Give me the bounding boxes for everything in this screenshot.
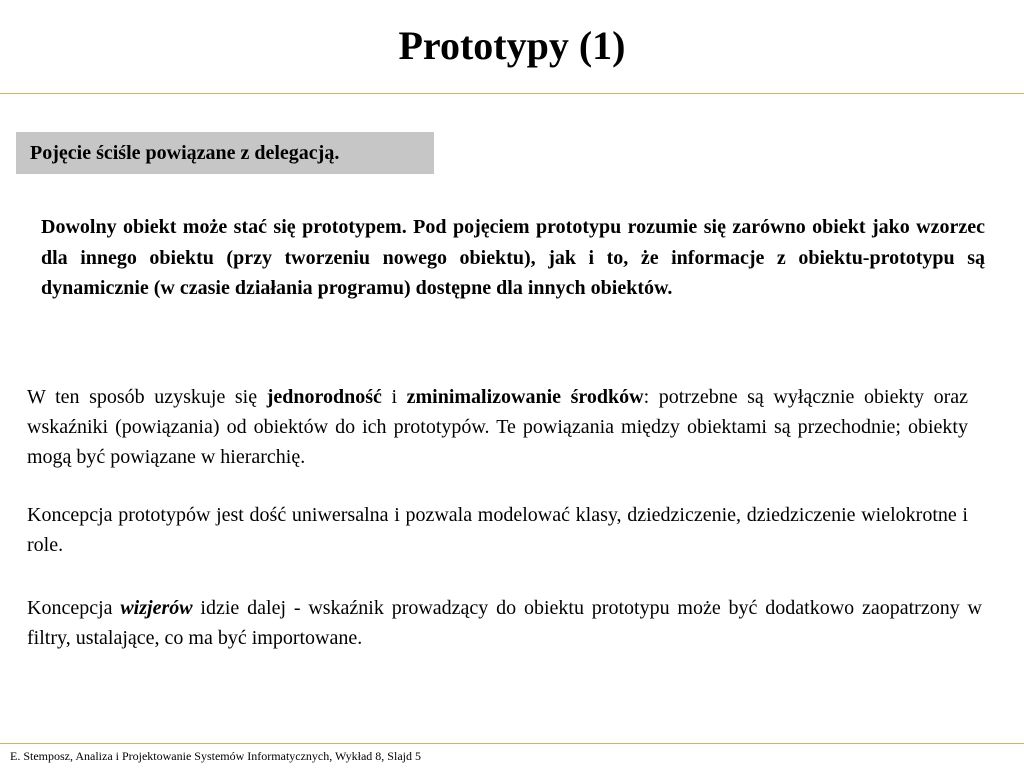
p2-text-e: : potrzebne są wyłącznie obiekty oraz wskaźniki (powiązania) od obiektów do ich prototypów. Te powiązania między obiektami są przechodnie; obiekty mogą być powiązane w hierarchię. (27, 386, 968, 468)
p4-text-a: Koncepcja (27, 597, 121, 619)
slide-title: Prototypy (1) (398, 23, 626, 68)
callout-text: Pojęcie ściśle powiązane z delegacją. (30, 142, 340, 164)
paragraph-prototype-definition: Dowolny obiekt może stać się prototypem. Pod pojęciem prototypu rozumie się zarówno obiekt jako wzorzec dla innego obiektu (przy tworzeniu nowego obiektu), jak i to, że informacje z obiektu-prototypu są dynamicznie (w czasie działania programu) dostępne dla innych obiektów. (41, 216, 985, 300)
p2-bold-uniformity: jednorodność (266, 386, 382, 408)
p2-text-c: i (381, 386, 407, 408)
slide-footer: E. Stemposz, Analiza i Projektowanie Systemów Informatycznych, Wykład 8, Slajd 5 (10, 749, 421, 763)
p4-text-c: idzie dalej - wskaźnik prowadzący do obiektu prototypu może być dodatkowo zaopatrzony w filtry, ustalające, co ma być importowane. (27, 597, 982, 649)
p4-bold-italic-viewers: wizjerów (120, 597, 193, 619)
p2-bold-minimization: zminimalizowanie środków (406, 386, 644, 408)
p2-text-a: W ten sposób uzyskuje się (27, 386, 267, 408)
title-divider (0, 93, 1024, 94)
paragraph-viewers (27, 593, 982, 653)
paragraph-uniformity (27, 382, 968, 472)
paragraph-universality: Koncepcja prototypów jest dość uniwersalna i pozwala modelować klasy, dziedziczenie, dziedziczenie wielokrotne i role. (27, 504, 968, 556)
footer-divider (0, 743, 1024, 744)
callout-box (16, 132, 434, 174)
